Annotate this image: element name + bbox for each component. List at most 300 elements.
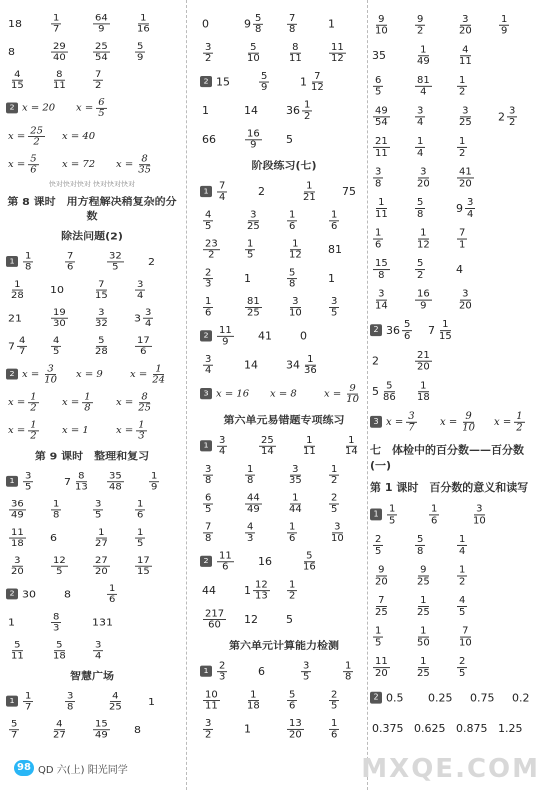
decimal-answer: 1.25 (498, 721, 523, 735)
answer-row (200, 265, 368, 291)
answer-row (6, 469, 178, 494)
answer-value (412, 534, 454, 557)
fraction: $\frac{6}{5}$ (205, 492, 212, 515)
answer-value (454, 595, 496, 618)
fraction: $\frac{1}{7}$ (25, 690, 32, 712)
answer-value (284, 239, 326, 260)
answer-value (454, 227, 496, 250)
answer-value (104, 471, 146, 492)
equation-answer: x = $\frac{5}{6}$ (8, 153, 37, 175)
fraction: $\frac{3}{5}$ (95, 498, 102, 520)
answer-row (200, 323, 368, 349)
answer-value (412, 564, 454, 587)
fraction: $\frac{217}{60}$ (205, 608, 225, 630)
answer-value: 5 (286, 133, 293, 146)
question-number-badge: 1 (370, 508, 382, 520)
answer-value: 1 $\frac{7}{12}$ (300, 70, 324, 93)
answer-value (412, 75, 454, 98)
answer-value: 1 (328, 17, 335, 30)
fraction: $\frac{1}{18}$ (417, 379, 430, 403)
fraction: $\frac{3}{5}$ (303, 660, 310, 682)
fraction: $\frac{5}{8}$ (417, 196, 424, 220)
fraction: $\frac{11}{6}$ (219, 550, 232, 573)
fraction: $\frac{21}{20}$ (417, 349, 430, 373)
answer-value (48, 13, 90, 34)
fraction: $\frac{25}{54}$ (95, 41, 108, 63)
fraction: $\frac{5}{8}$ (417, 533, 424, 557)
answer-value (326, 493, 368, 514)
answer-row (200, 462, 368, 488)
fraction: $\frac{1}{6}$ (289, 521, 296, 544)
answer-value: 1 (148, 695, 155, 708)
fraction: $\frac{7}{1}$ (459, 227, 466, 250)
fraction: $\frac{4}{3}$ (247, 521, 254, 544)
answer-row (370, 164, 545, 192)
answer-value: 44 (202, 584, 216, 597)
question-number-badge: 1 (6, 256, 18, 267)
decimal-answer: 0.5 (386, 691, 404, 705)
answer-value (200, 464, 242, 485)
answer-row (6, 11, 178, 36)
answer-value (454, 13, 496, 36)
answer-value (412, 656, 454, 679)
answer-value (200, 267, 242, 288)
answer-value: 36 $\frac{5}{6}$ (386, 318, 411, 342)
answer-row (200, 433, 368, 459)
fraction: $\frac{1}{49}$ (417, 43, 430, 67)
fraction: $\frac{12}{13}$ (255, 579, 268, 601)
page-footer (0, 754, 550, 790)
answer-value (104, 251, 146, 272)
fraction: $\frac{7}{2}$ (95, 69, 102, 91)
fraction: $\frac{7}{4}$ (219, 180, 226, 203)
section-title: 七 体检中的百分数——百分数(一) (370, 443, 524, 473)
answer-value (412, 595, 454, 618)
fraction: $\frac{5}{16}$ (303, 550, 316, 573)
answer-value: 131 (92, 616, 113, 628)
fraction: $\frac{1}{11}$ (375, 196, 388, 220)
fraction: $\frac{5}{8}$ (255, 13, 262, 35)
answer-value (326, 296, 368, 317)
fraction: $\frac{1}{2}$ (459, 135, 466, 159)
answer-value (132, 335, 174, 356)
answer-value (214, 325, 256, 346)
answer-value (326, 718, 368, 739)
fraction: $\frac{1}{4}$ (459, 533, 466, 557)
answer-value (412, 288, 454, 311)
answer-value (200, 718, 242, 739)
answer-value (214, 435, 256, 456)
answer-value: 0 (300, 329, 307, 342)
question-number-badge: 2 (6, 588, 18, 599)
fraction: $\frac{3}{5}$ (25, 470, 32, 492)
answer-value (132, 555, 174, 576)
answer-value (242, 522, 284, 543)
equation-answer: x = 9 (76, 369, 103, 380)
answer-value (298, 181, 340, 202)
fraction: $\frac{3}{4}$ (145, 307, 152, 329)
section-title: 除法问题(2) (61, 230, 123, 243)
fraction: $\frac{11}{9}$ (219, 325, 232, 347)
answer-value (200, 689, 242, 710)
answer-value (48, 640, 90, 661)
fraction: $\frac{6}{5}$ (375, 74, 382, 98)
fraction: $\frac{35}{48}$ (109, 470, 122, 492)
answer-value: 18 (8, 17, 22, 30)
answer-value (298, 435, 340, 456)
brand-label: QD 六(上) 阳光同学 (38, 765, 128, 776)
answer-value (90, 307, 132, 328)
fraction: $\frac{7}{25}$ (375, 594, 388, 618)
answer-column-2 (200, 8, 368, 740)
answer-value (48, 499, 90, 520)
answer-value (454, 625, 496, 648)
answer-value (370, 534, 412, 557)
answer-value: 21 (8, 311, 22, 324)
answer-value: 2 (148, 255, 155, 268)
fraction: $\frac{7}{12}$ (311, 70, 324, 93)
answer-row (6, 609, 178, 634)
answer-value (214, 660, 256, 681)
fraction: $\frac{8}{3}$ (53, 611, 60, 633)
answer-value (214, 551, 256, 572)
equation-row (6, 95, 178, 120)
fraction: $\frac{1}{25}$ (417, 655, 430, 679)
answer-row (200, 236, 368, 262)
answer-row (370, 653, 545, 681)
answer-value (6, 69, 48, 90)
fraction: $\frac{1}{6}$ (289, 209, 296, 232)
answer-value (454, 44, 496, 67)
fraction: $\frac{3}{8}$ (205, 463, 212, 486)
answer-row (200, 491, 368, 517)
answer-value (6, 279, 48, 300)
section-title: 第 8 课时 用方程解决稍复杂的分数 (7, 196, 177, 223)
fraction: $\frac{15}{8}$ (375, 257, 388, 281)
answer-value: 1 (8, 616, 15, 628)
answer-row (6, 717, 178, 742)
fraction: $\frac{3}{4}$ (137, 279, 144, 301)
answer-value (48, 555, 90, 576)
answer-value: 36 $\frac{1}{2}$ (286, 99, 311, 122)
fraction: $\frac{23}{2}$ (205, 238, 218, 260)
answer-value (412, 625, 454, 648)
answer-value (412, 197, 454, 220)
answer-value (242, 464, 284, 485)
fraction: $\frac{2}{3}$ (219, 660, 226, 682)
answer-value (132, 279, 174, 300)
answer-value (20, 251, 62, 272)
equation-row (6, 361, 178, 386)
fraction: $\frac{7}{8}$ (205, 521, 212, 544)
answer-row (200, 97, 368, 123)
fraction: $\frac{1}{6}$ (331, 718, 338, 740)
fraction: $\frac{3}{20}$ (11, 555, 24, 577)
answer-value (370, 166, 412, 189)
answer-value (370, 13, 412, 36)
fraction: $\frac{1}{11}$ (303, 435, 316, 457)
answer-value (90, 13, 132, 34)
answer-row (200, 658, 368, 684)
answer-value: 16 (258, 555, 272, 568)
equation-answer: x = 72 (62, 159, 96, 170)
answer-value (132, 41, 174, 62)
fraction: $\frac{7}{6}$ (67, 251, 74, 272)
answer-value (370, 258, 412, 281)
equation-answer: x = $\frac{25}{2}$ (8, 125, 43, 147)
answer-value (90, 279, 132, 300)
fraction: $\frac{5}{7}$ (11, 718, 18, 740)
section-title: 阶段练习(七) (251, 159, 317, 172)
answer-value (62, 251, 104, 272)
page-number: 98 (14, 760, 34, 776)
answer-row (370, 623, 545, 651)
fraction: $\frac{29}{40}$ (53, 41, 66, 63)
fraction: $\frac{3}{4}$ (95, 639, 102, 661)
fraction: $\frac{8}{11}$ (289, 41, 302, 64)
equation-answer: x = $\frac{1}{2}$ (494, 410, 523, 434)
fraction: $\frac{4}{5}$ (53, 335, 60, 357)
fraction: $\frac{1}{8}$ (53, 498, 60, 520)
fraction: $\frac{1}{12}$ (417, 227, 430, 250)
fraction: $\frac{8}{13}$ (75, 470, 88, 492)
equation-answer: x = $\frac{1}{3}$ (116, 419, 145, 441)
answer-value (454, 166, 496, 189)
fraction: $\frac{1}{8}$ (25, 251, 32, 272)
answer-row (6, 688, 178, 713)
answer-value (20, 471, 62, 492)
answer-value (90, 555, 132, 576)
answer-value (242, 296, 284, 317)
answer-value (284, 267, 326, 288)
fraction: $\frac{1}{6}$ (431, 503, 438, 526)
fraction: $\frac{5}{9}$ (261, 70, 268, 93)
decimal-row (370, 714, 545, 742)
answer-row (370, 286, 545, 314)
answer-value: 7 $\frac{1}{15}$ (428, 318, 452, 342)
answer-value (90, 335, 132, 356)
decimal-answer: 0.25 (428, 691, 453, 705)
equation-answer: x = $\frac{6}{5}$ (76, 97, 105, 119)
answer-value (454, 534, 496, 557)
question-number-badge: 2 (6, 369, 18, 380)
equation-answer: x = $\frac{9}{10}$ (324, 382, 359, 405)
fraction: $\frac{1}{8}$ (345, 660, 352, 682)
answer-row (200, 11, 368, 37)
question-number-badge: 1 (200, 666, 212, 677)
answer-row (370, 531, 545, 559)
fraction: $\frac{12}{5}$ (53, 555, 66, 577)
answer-value: 14 (244, 358, 258, 371)
answer-row (6, 249, 178, 274)
answer-value (284, 210, 326, 231)
answer-row (6, 305, 178, 330)
fraction: $\frac{4}{7}$ (19, 335, 26, 357)
fraction: $\frac{1}{14}$ (345, 435, 358, 457)
answer-value (370, 625, 412, 648)
fraction: $\frac{16}{9}$ (417, 288, 430, 311)
fraction: $\frac{32}{5}$ (109, 251, 122, 272)
fraction: $\frac{1}{2}$ (304, 99, 311, 122)
answer-row (200, 352, 368, 378)
fraction: $\frac{4}{5}$ (459, 594, 466, 618)
fraction: $\frac{5}{10}$ (247, 41, 260, 64)
fraction: $\frac{4}{5}$ (205, 209, 212, 232)
answer-value (6, 527, 48, 548)
equation-answer: x = $\frac{3}{7}$ (386, 410, 415, 434)
answer-value: 1 (328, 272, 335, 285)
equation-row (6, 390, 178, 415)
fraction: $\frac{44}{49}$ (247, 492, 260, 515)
answer-value (242, 239, 284, 260)
answer-value (326, 522, 368, 543)
answer-row (200, 577, 368, 603)
fraction: $\frac{7}{8}$ (289, 13, 296, 35)
answer-value (284, 689, 326, 710)
fraction: $\frac{2}{3}$ (205, 267, 212, 289)
question-number-badge: 1 (200, 440, 212, 451)
answer-value (6, 640, 48, 661)
equation-answer: x = $\frac{3}{10}$ (22, 363, 57, 385)
answer-value (6, 499, 48, 520)
answer-row (6, 39, 178, 64)
watermark: MXQE.COM (361, 754, 540, 784)
answer-value (370, 227, 412, 250)
answer-value (426, 503, 468, 526)
fraction: $\frac{1}{9}$ (501, 13, 508, 37)
answer-value (370, 595, 412, 618)
fraction: $\frac{7}{15}$ (95, 279, 108, 301)
fraction: $\frac{64}{9}$ (95, 12, 108, 34)
section-title: 第六单元计算能力检测 (229, 639, 339, 652)
answer-value (284, 579, 326, 600)
fraction: $\frac{81}{25}$ (247, 296, 260, 318)
answer-value (326, 42, 368, 63)
answer-value: 6 (50, 531, 57, 544)
answer-value: 2 (258, 185, 265, 198)
fraction: $\frac{27}{20}$ (95, 555, 108, 577)
fraction: $\frac{4}{25}$ (109, 690, 122, 712)
answer-value (284, 296, 326, 317)
fraction: $\frac{5}{6}$ (289, 689, 296, 711)
fraction: $\frac{4}{27}$ (53, 718, 66, 740)
equation-row (6, 123, 178, 148)
question-number-badge: 1 (200, 186, 212, 197)
fraction: $\frac{3}{2}$ (205, 718, 212, 740)
fraction: $\frac{3}{5}$ (331, 296, 338, 318)
answer-value: 10 (50, 283, 64, 296)
fraction: $\frac{1}{6}$ (109, 583, 116, 605)
answer-value (200, 239, 242, 260)
fraction: $\frac{16}{9}$ (247, 128, 260, 151)
fraction: $\frac{1}{5}$ (389, 503, 396, 526)
answer-value (200, 354, 242, 375)
answer-value (468, 503, 510, 526)
answer-value: 5 (286, 612, 293, 626)
answer-value: 7 $\frac{4}{7}$ (8, 335, 26, 357)
fraction: $\frac{3}{2}$ (205, 41, 212, 64)
answer-value: 9 $\frac{3}{4}$ (456, 196, 474, 220)
fraction: $\frac{1}{5}$ (247, 238, 254, 260)
answer-value (48, 719, 90, 740)
answer-row (200, 548, 368, 574)
answer-value (90, 640, 132, 661)
fraction: $\frac{81}{4}$ (417, 74, 430, 98)
answer-value (242, 129, 284, 150)
answer-value (200, 42, 242, 63)
fraction: $\frac{1}{4}$ (417, 135, 424, 159)
answer-value (370, 105, 412, 128)
answer-value (384, 503, 426, 526)
answer-row (370, 347, 545, 375)
question-number-badge: 2 (200, 76, 212, 87)
answer-value: 9 $\frac{5}{8}$ (244, 13, 262, 35)
answer-value (454, 656, 496, 679)
answer-value: 41 (258, 329, 272, 342)
answer-value (132, 499, 174, 520)
answer-value (412, 105, 454, 128)
question-number-badge: 1 (6, 476, 18, 487)
fraction: $\frac{11}{20}$ (375, 655, 388, 679)
fraction: $\frac{3}{10}$ (289, 296, 302, 318)
answer-value (326, 689, 368, 710)
fraction: $\frac{10}{11}$ (205, 689, 218, 711)
fraction: $\frac{5}{11}$ (11, 639, 24, 661)
fraction: $\frac{3}{20}$ (417, 166, 430, 189)
fraction: $\frac{1}{44}$ (289, 492, 302, 515)
fraction: $\frac{1}{2}$ (331, 463, 338, 486)
answer-value (242, 689, 284, 710)
answer-value: 8 (8, 45, 15, 58)
equation-answer: x = 40 (62, 131, 96, 142)
answer-value (6, 555, 48, 576)
answer-row (6, 581, 178, 606)
answer-value (48, 41, 90, 62)
answer-value (326, 464, 368, 485)
answer-value: 34 $\frac{1}{36}$ (286, 354, 317, 376)
answer-row (370, 41, 545, 69)
section-title: 第 9 课时 整理和复习 (34, 450, 150, 463)
fraction: $\frac{1}{8}$ (247, 463, 254, 486)
fraction: $\frac{21}{11}$ (375, 135, 388, 159)
answer-column-1 (6, 8, 178, 740)
fraction: $\frac{1}{9}$ (151, 470, 158, 492)
answer-value (48, 612, 90, 633)
answer-value (412, 44, 454, 67)
answer-row (370, 255, 545, 283)
fraction: $\frac{17}{15}$ (137, 555, 150, 577)
answer-row (6, 553, 178, 578)
answer-row (200, 687, 368, 713)
fraction: $\frac{3}{4}$ (417, 105, 424, 128)
answer-value (298, 551, 340, 572)
answer-row (370, 194, 545, 222)
answer-value: 4 (456, 262, 463, 276)
answer-value: 75 (342, 185, 356, 198)
fraction: $\frac{1}{6}$ (375, 227, 382, 250)
answer-value (104, 583, 146, 604)
answer-value: 5 $\frac{5}{86}$ (372, 379, 396, 403)
answer-row (370, 501, 545, 529)
answer-value (256, 435, 298, 456)
answer-value (48, 307, 90, 328)
fraction: $\frac{3}{8}$ (67, 690, 74, 712)
fraction: $\frac{1}{25}$ (417, 594, 430, 618)
answer-row (370, 133, 545, 161)
fraction: $\frac{3}{25}$ (247, 209, 260, 232)
answer-row (370, 225, 545, 253)
equation-answer: x = $\frac{1}{24}$ (130, 363, 165, 385)
